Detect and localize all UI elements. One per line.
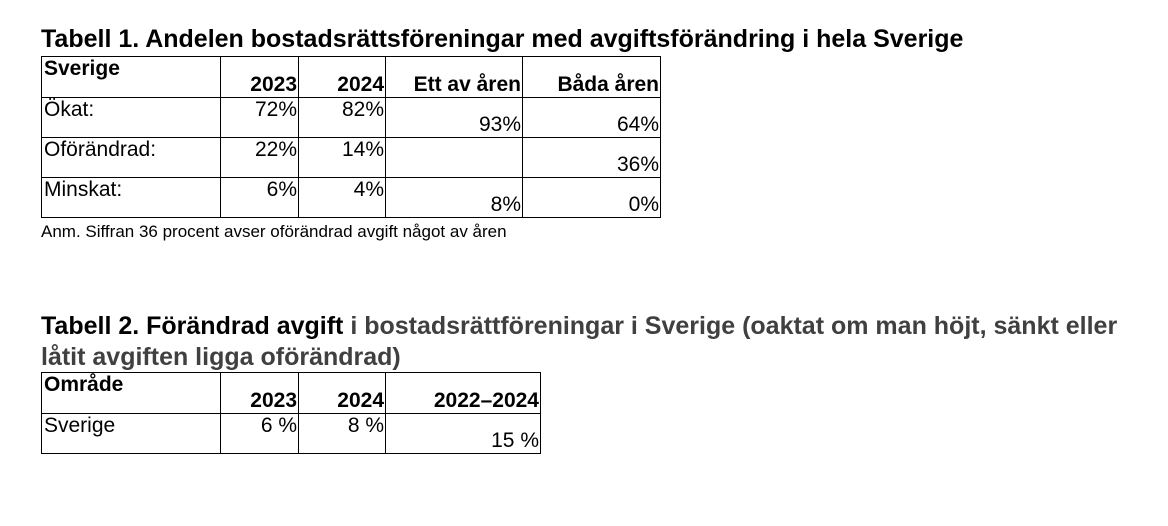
table-row — [42, 178, 661, 218]
table2-title-bold: Tabell 2. Förändrad avgift — [41, 312, 344, 340]
table-cell: 8% — [386, 178, 523, 218]
table-cell: 6 % — [221, 414, 299, 454]
table-cell — [386, 138, 523, 178]
table1-header-row — [42, 57, 661, 98]
table2-title-rest: i bostadsrättföreningar i Sverige (oaktat om man höjt, sänkt eller låtit avgiften ligga oförändrad) — [41, 312, 1118, 371]
table-cell: 36% — [523, 138, 661, 178]
table1-header-cell: Båda åren — [523, 57, 661, 98]
table1-header-cell: 2023 — [221, 57, 299, 98]
table2-header-cell: Område — [42, 373, 221, 414]
table-cell: 6% — [221, 178, 299, 218]
table-cell: 8 % — [299, 414, 386, 454]
table1-header-cell: Sverige — [42, 57, 221, 98]
table-row — [42, 414, 541, 454]
table-row — [42, 98, 661, 138]
table-cell: 22% — [221, 138, 299, 178]
table-cell: 72% — [221, 98, 299, 138]
table2-header-cell: 2023 — [221, 373, 299, 414]
row-label: Ökat: — [42, 98, 221, 138]
table2 — [41, 372, 541, 454]
row-label: Oförändrad: — [42, 138, 221, 178]
table1-title: Tabell 1. Andelen bostadsrättsföreningar med avgiftsförändring i hela Sverige — [41, 25, 964, 53]
row-label: Sverige — [42, 414, 221, 454]
row-label: Minskat: — [42, 178, 221, 218]
table-cell: 14% — [299, 138, 386, 178]
table-cell: 4% — [299, 178, 386, 218]
table-cell: 15 % — [386, 414, 541, 454]
table2-header-row — [42, 373, 541, 414]
table-cell: 82% — [299, 98, 386, 138]
table-cell: 0% — [523, 178, 661, 218]
table2-header-cell: 2024 — [299, 373, 386, 414]
table-cell: 93% — [386, 98, 523, 138]
table-row — [42, 138, 661, 178]
table2-header-cell: 2022–2024 — [386, 373, 541, 414]
table2-title — [41, 311, 1151, 373]
table1-header-cell: Ett av åren — [386, 57, 523, 98]
table1 — [41, 56, 661, 218]
table-cell: 64% — [523, 98, 661, 138]
table1-note: Anm. Siffran 36 procent avser oförändrad avgift något av åren — [41, 222, 507, 241]
table1-header-cell: 2024 — [299, 57, 386, 98]
